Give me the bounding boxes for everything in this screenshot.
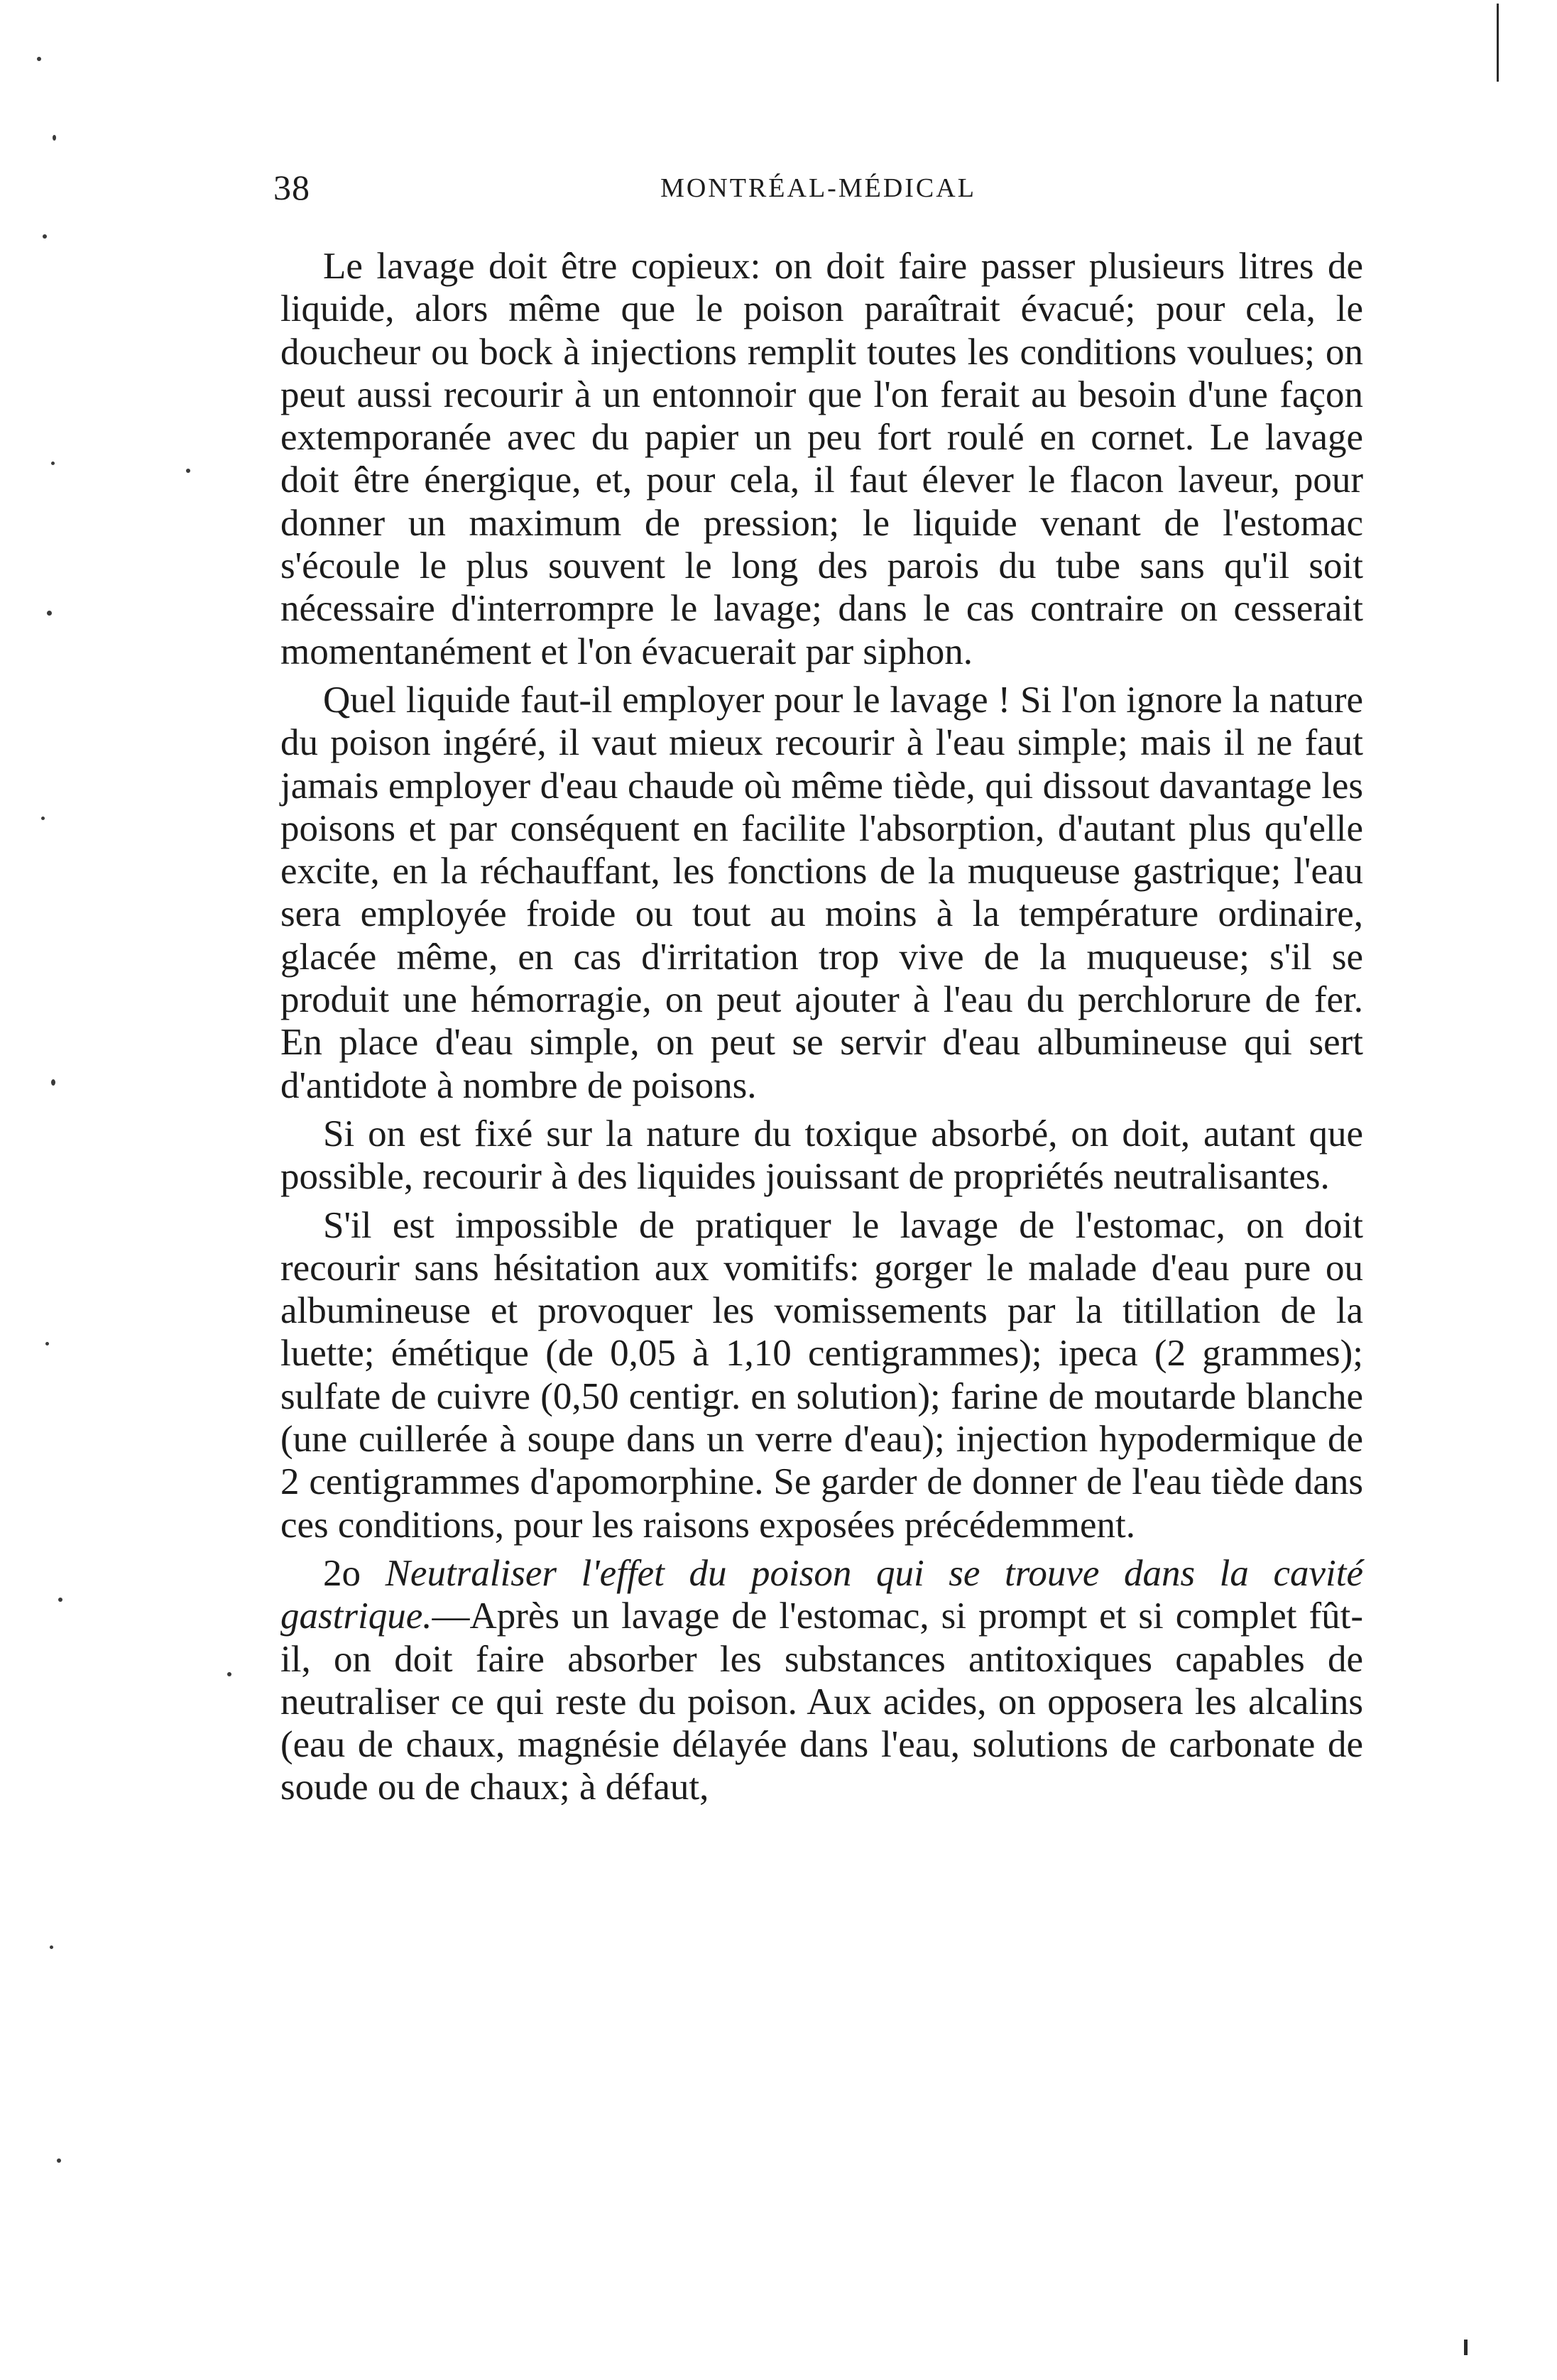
scan-speck — [58, 1598, 62, 1602]
paragraph: Si on est fixé sur la nature du toxique absorbé, on doit, autant que possible, recourir à des liquides jouissant de propriétés neutralisantes. — [280, 1113, 1363, 1198]
scan-speck — [50, 1945, 53, 1949]
page-header — [273, 167, 1363, 217]
scan-speck — [41, 817, 45, 820]
scan-speck — [53, 135, 56, 141]
scan-speck — [51, 462, 55, 465]
paragraph: Quel liquide faut-il employer pour le lavage ! Si l'on ignore la nature du poison ingéré, il vaut mieux recourir à l'eau simple; mais il ne faut jamais employer d'eau chaude où même tiède, qui dissout davantage les poisons et par conséquent en facilite l'absorption, d'autant plus qu'elle excite, en la réchauffant, les fonctions de la muqueuse gastrique; l'eau sera employée froide ou tout au moins à la température ordinaire, glacée même, en cas d'irritation trop vive de la muqueuse; s'il se produit une hémorragie, on peut ajouter à l'eau du perchlorure de fer. En place d'eau simple, on peut se servir d'eau albumineuse qui sert d'antidote à nombre de poisons. — [280, 679, 1363, 1106]
paragraph — [280, 1552, 1363, 1809]
body-text — [280, 245, 1363, 1815]
paragraph: Le lavage doit être copieux: on doit faire passer plusieurs litres de liquide, alors même que le poison paraîtrait évacué; pour cela, le doucheur ou bock à injections remplit toutes les conditions voulues; on peut aussi recourir à un entonnoir que l'on ferait au besoin d'une façon extemporanée avec du papier un peu fort roulé en cornet. Le lavage doit être énergique, et, pour cela, il faut élever le flacon laveur, pour donner un maximum de pression; le liquide venant de l'estomac s'écoule le plus souvent le long des parois du tube sans qu'il soit nécessaire d'interrompre le lavage; dans le cas contraire on cesserait momentanément et l'on évacuerait par siphon. — [280, 246, 1363, 672]
scan-speck — [37, 57, 41, 61]
scan-edge-mark — [1497, 4, 1499, 82]
scan-edge-mark — [1464, 2340, 1468, 2355]
running-title: MONTRÉAL-MÉDICAL — [660, 173, 976, 203]
section-heading: Neutraliser l'effet du poison qui se trouve dans la cavité gastrique. — [280, 1552, 1364, 1637]
scan-speck — [227, 1672, 231, 1676]
paragraph: S'il est impossible de pratiquer le lavage de l'estomac, on doit recourir sans hésitation aux vomitifs: gorger le malade d'eau pure ou albumineuse et provoquer les vomissements par la titillation de la luette; émétique (de 0,05 à 1,10 centigrammes); ipeca (2 grammes); sulfate de cuivre (0,50 centigr. en solution); farine de moutarde blanche (une cuillerée à soupe dans un verre d'eau); injection hypodermique de 2 centigrammes d'apomorphine. Se garder de donner de l'eau tiède dans ces conditions, pour les raisons exposées précédemment. — [280, 1204, 1363, 1546]
paragraph-text: —Après un lavage de l'estomac, si prompt et si complet fût-il, on doit faire absorber les substances antitoxiques capables de neutraliser ce qui reste du poison. Aux acides, on opposera les alcalins (eau de chaux, magnésie délayée dans l'eau, solutions de carbonate de soude ou de chaux; à défaut, — [280, 1595, 1363, 1808]
scan-speck — [45, 1342, 49, 1345]
scan-speck — [47, 611, 52, 616]
scan-speck — [43, 234, 47, 239]
scan-speck — [51, 1079, 55, 1086]
page-number: 38 — [273, 168, 310, 207]
scan-speck — [186, 469, 190, 473]
scan-speck — [57, 2158, 61, 2163]
section-number: 2o — [323, 1552, 361, 1594]
